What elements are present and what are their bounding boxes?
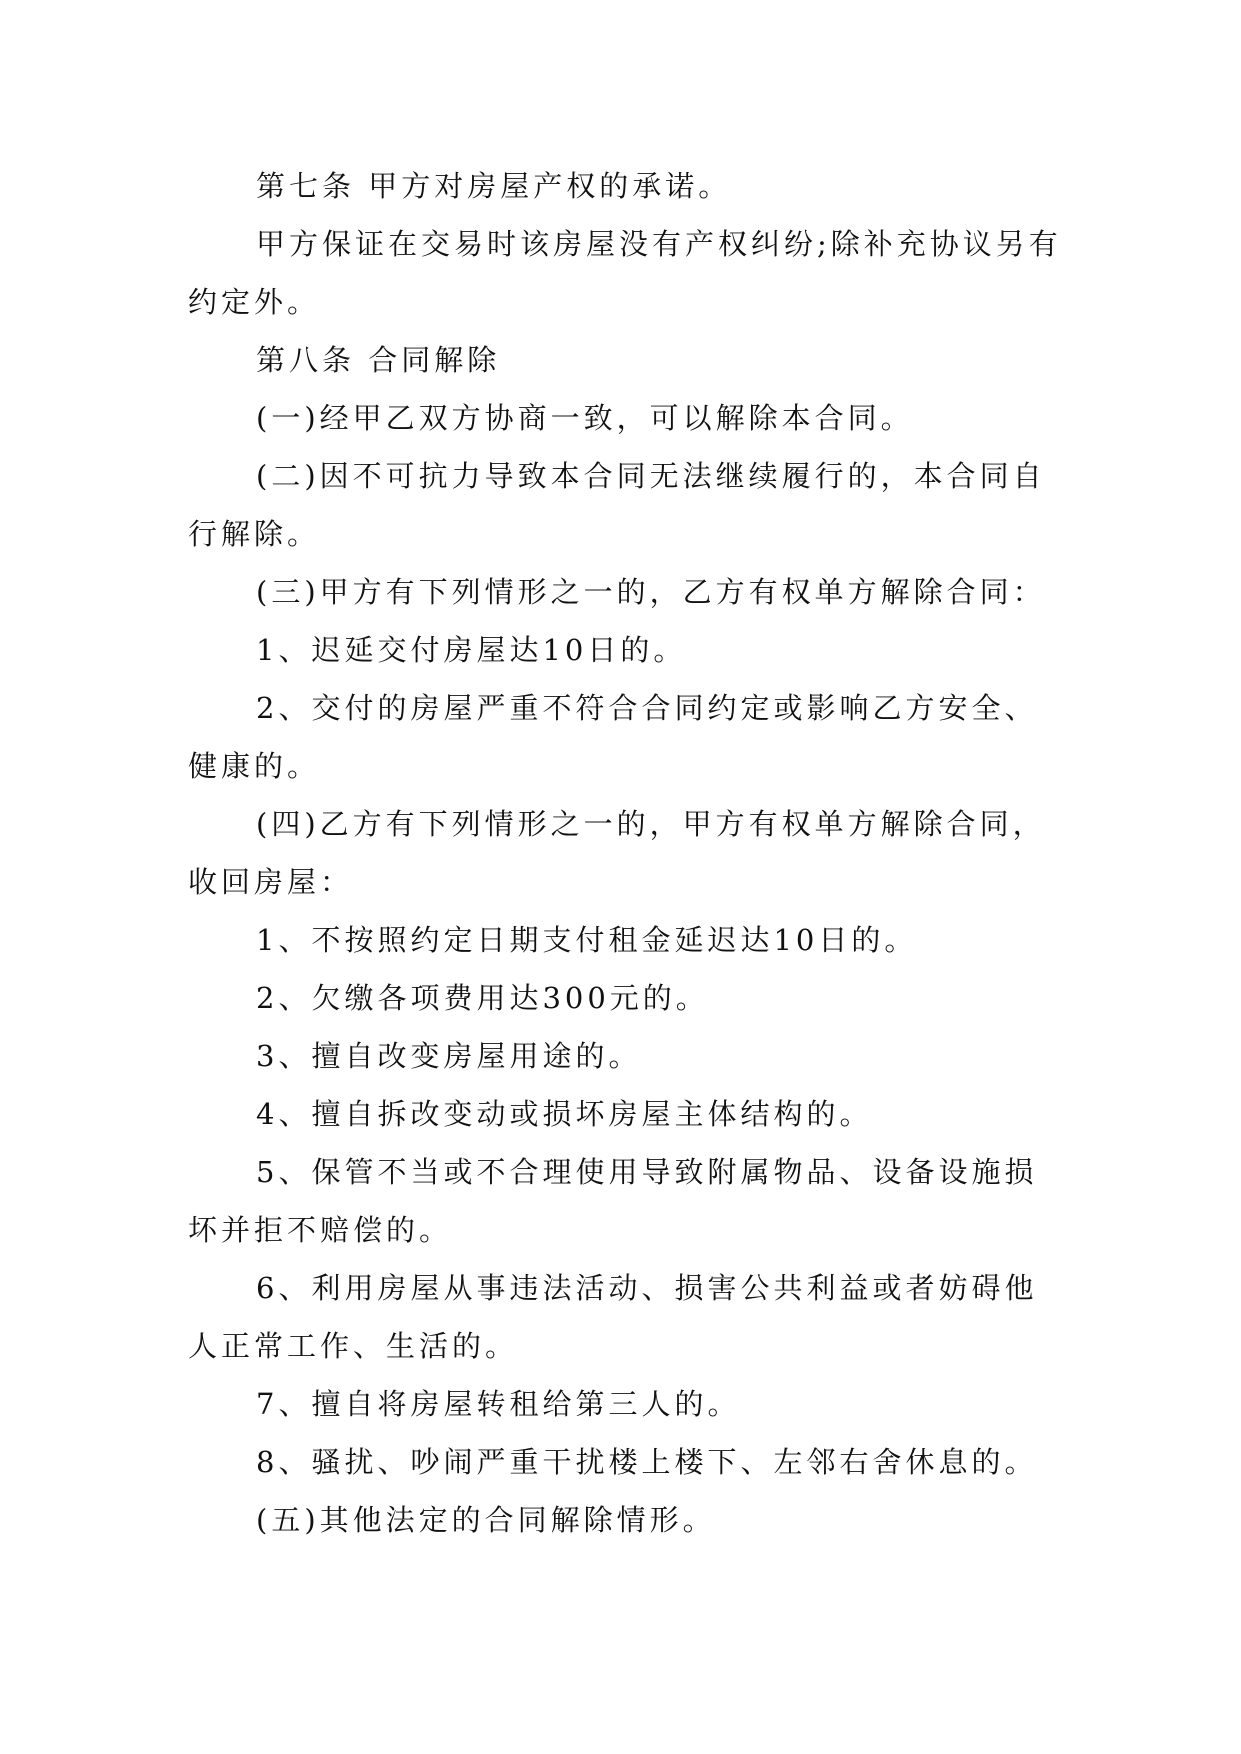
clause-4-item-6: 6、利用房屋从事违法活动、损害公共利益或者妨碍他人正常工作、生活的。 [188,1271,1038,1363]
clause-3-item-1: 1、迟延交付房屋达10日的。 [256,633,687,667]
clause-4-item-7: 7、擅自将房屋转租给第三人的。 [256,1387,741,1421]
clause-4-item-1: 1、不按照约定日期支付租金延迟达10日的。 [256,923,918,957]
article-8-heading: 第八条 合同解除 [256,343,501,377]
clause-2: (二)因不可抗力导致本合同无法继续履行的，本合同自行解除。 [188,459,1046,551]
article-7-text: 甲方保证在交易时该房屋没有产权纠纷;除补充协议另有约定外。 [188,227,1062,319]
document-body [188,157,1068,1549]
clause-4-item-4: 4、擅自拆改变动或损坏房屋主体结构的。 [256,1097,873,1131]
clause-3: (三)甲方有下列情形之一的，乙方有权单方解除合同： [256,575,1046,609]
article-7-heading: 第七条 甲方对房屋产权的承诺。 [256,169,732,203]
clause-4: (四)乙方有下列情形之一的，甲方有权单方解除合同，收回房屋： [188,807,1046,899]
clause-4-item-5: 5、保管不当或不合理使用导致附属物品、设备设施损坏并拒不赔偿的。 [188,1155,1038,1247]
clause-4-item-3: 3、擅自改变房屋用途的。 [256,1039,642,1073]
clause-3-item-2: 2、交付的房屋严重不符合合同约定或影响乙方安全、健康的。 [188,691,1038,783]
clause-5: (五)其他法定的合同解除情形。 [256,1503,716,1537]
clause-4-item-2: 2、欠缴各项费用达300元的。 [256,981,709,1015]
clause-1: (一)经甲乙双方协商一致，可以解除本合同。 [256,401,914,435]
clause-4-item-8: 8、骚扰、吵闹严重干扰楼上楼下、左邻右舍休息的。 [256,1445,1038,1479]
